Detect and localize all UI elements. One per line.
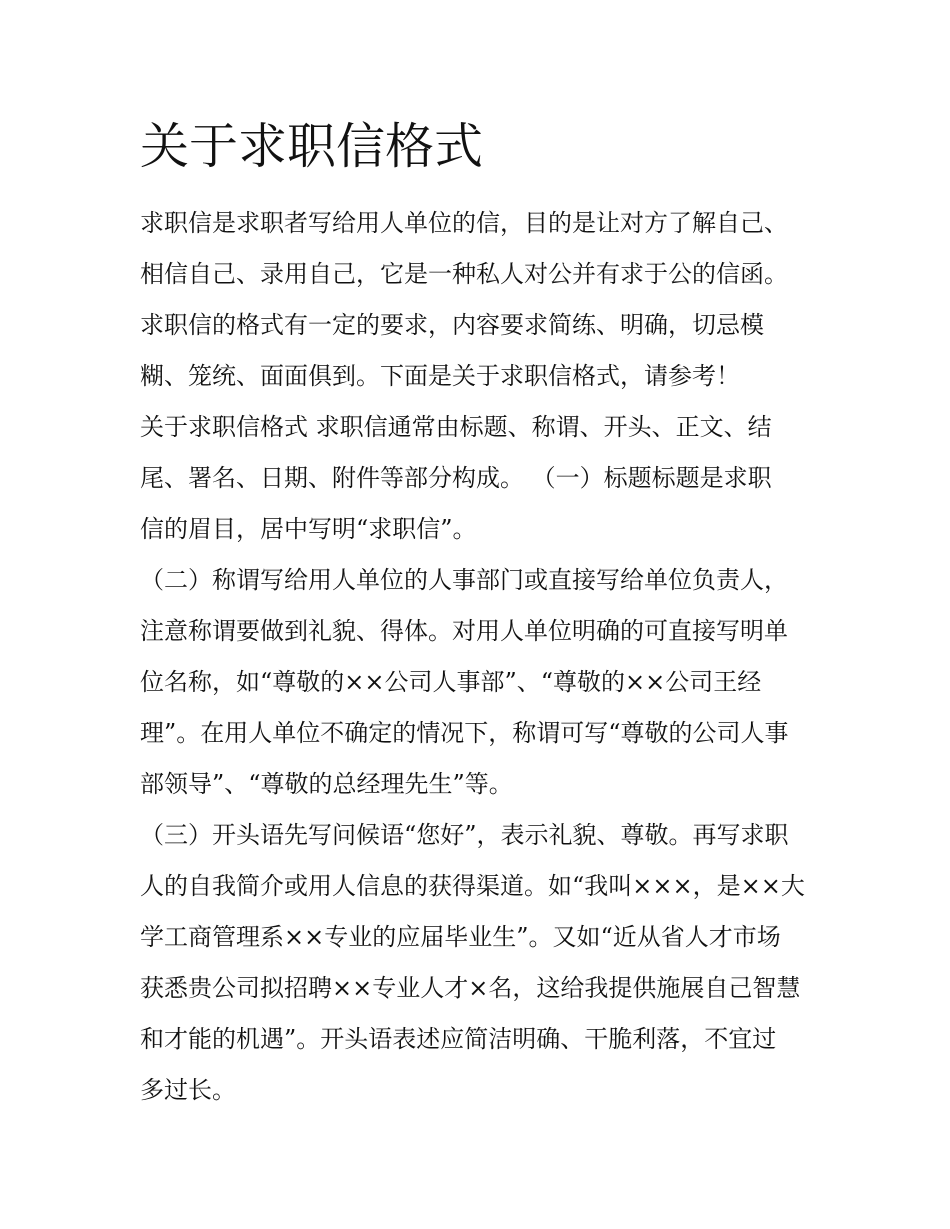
body-line: 信的眉目，居中写明“求职信”。	[140, 515, 477, 543]
body-line: 部领导”、“尊敬的总经理先生”等。	[140, 770, 513, 798]
body-line: 人的自我简介或用人信息的获得渠道。如“我叫×××，是××大	[140, 872, 805, 900]
body-line: 糊、笼统、面面俱到。下面是关于求职信格式，请参考！	[140, 362, 740, 390]
body-line: 理”。在用人单位不确定的情况下，称谓可写“尊敬的公司人事	[140, 719, 789, 747]
body-line: 学工商管理系××专业的应届毕业生”。又如“近从省人才市场	[140, 923, 781, 951]
body-line: 求职信的格式有一定的要求，内容要求简练、明确，切忌模	[140, 311, 764, 339]
body-line: （二）称谓写给用人单位的人事部门或直接写给单位负责人，	[140, 566, 788, 594]
body-line: 多过长。	[140, 1076, 236, 1104]
document-body	[140, 198, 830, 1116]
body-line: 尾、署名、日期、附件等部分构成。 （一）标题标题是求职	[140, 464, 772, 492]
body-line: 关于求职信格式 求职信通常由标题、称谓、开头、正文、结	[140, 413, 772, 441]
body-line: 求职信是求职者写给用人单位的信，目的是让对方了解自己、	[140, 209, 788, 237]
body-line: 相信自己、录用自己，它是一种私人对公并有求于公的信函。	[140, 260, 788, 288]
document-title: 关于求职信格式	[140, 118, 484, 175]
body-line: 位名称，如“尊敬的××公司人事部”、“尊敬的××公司王经	[140, 668, 762, 696]
body-line: 和才能的机遇”。开头语表述应简洁明确、干脆利落，不宜过	[140, 1025, 777, 1053]
body-line: 注意称谓要做到礼貌、得体。对用人单位明确的可直接写明单	[140, 617, 788, 645]
body-line: （三）开头语先写问候语“您好”，表示礼貌、尊敬。再写求职	[140, 821, 789, 849]
body-line: 获悉贵公司拟招聘××专业人才×名，这给我提供施展自己智慧	[140, 974, 801, 1002]
